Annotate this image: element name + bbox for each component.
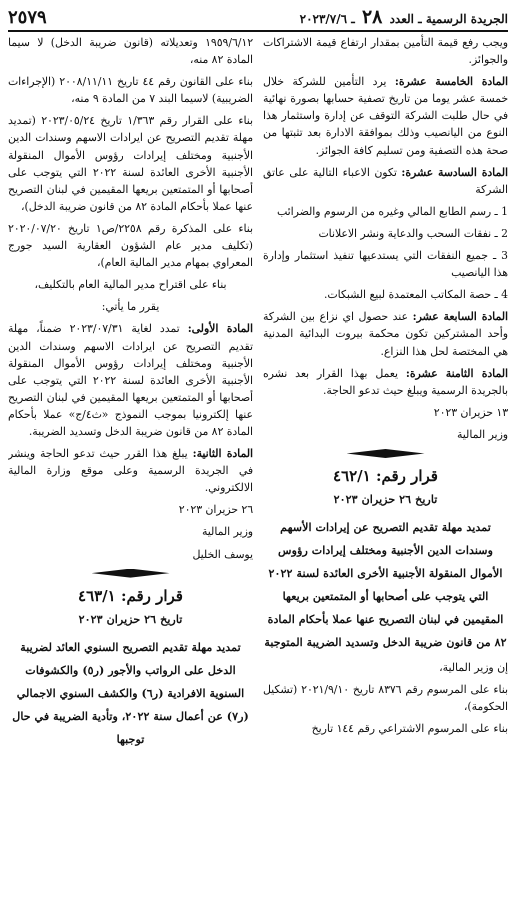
signature-role: وزير المالية [202, 525, 253, 539]
article-text: يرد التأمين للشركة خلال خمسة عشر يوما من تاريخ تصفية حسابها بصورة نهائية في حال طلبت الشركة التوقف عن إدارة واستثمار هذا النوع من اليانصيب وذلك بموافقة الادارة بعد تثبتها من صحة هذه التصفية ومن تسليم كافة الجوائز. [263, 75, 508, 157]
article-text: يبلغ هذا القرر حيث تدعو الحاجة وينشر في الجريدة الرسمية وعلى موقع وزارة المالية الالكتروني. [8, 447, 253, 495]
decision-title: قرار رقم: ٤٦٣/١ [78, 586, 183, 605]
paragraph: ١٩٥٩/٦/١٢ وتعديلاته (قانون ضريبة الدخل) لا سيما المادة ٨٢ منه، [8, 36, 253, 67]
decision-date: تاريخ ٢٦ حزيران ٢٠٢٣ [78, 611, 183, 626]
list-item: 1 ـ رسم الطابع المالي وغيره من الرسوم والضرائب [277, 204, 508, 218]
article-18 [263, 365, 508, 399]
paragraph: إن وزير المالية، [439, 661, 508, 675]
article-16 [263, 164, 508, 198]
issue-number: ٢٨ [361, 6, 383, 28]
paragraph: بناء على المذكرة رقم ٢٢٥٨/ص١ تاريخ ٢٠٢٠/٠٧/٢٠ (تكليف مدير عام الشؤون العقارية السيد جورج المعراوي بمهام مدير المالية العام)، [8, 221, 253, 270]
page-number: ٢٥٧٩ [8, 6, 47, 28]
signature-name: يوسف الخليل [192, 547, 253, 561]
article-text: عند حصول اي نزاع بين الشركة وأحد المشتركين تكون محكمة بيروت البدائية المدنية هي المختصة لحل هذا النزاع. [263, 310, 508, 358]
article-2 [8, 445, 253, 496]
signature-date: ١٣ حزيران ٢٠٢٣ [433, 405, 508, 419]
article-text: تكون الاعباء التالية على عاتق الشركة [263, 165, 508, 196]
article-heading: المادة الثانية: [192, 447, 253, 461]
list-item: 3 ـ جميع النفقات التي يستدعيها تنفيذ استثمار وإدارة هذا اليانصيب [263, 249, 508, 280]
article-text: تمدد لغاية ٢٠٢٣/٠٧/٣١ ضمناً، مهلة تقديم التصريح عن ايرادات الاسهم وسندات الدين الأجنبية ومختلف إيرادات رؤوس الأموال المنقولة الأجنبية الأخرى العائدة لسنة ٢٠٢٢ التي يتوجب على أصحابها أو المتمتعين بريعها المقيمين في لبنان التصريح عنها إلكترونيا بموجب النموذج «ث٤/ج» عملا بأحكام المادة ٨٢ من قانون ضريبة الدخل وتسديد الضريبة. [8, 322, 253, 438]
paragraph: بناء على المرسوم رقم ٨٣٧٦ تاريخ ٢٠٢١/٩/١٠ (تشكيل الحكومة)، [263, 683, 508, 714]
paragraph: بناء على المرسوم الاشتراعي رقم ١٤٤ تاريخ [311, 722, 508, 736]
section-separator [263, 449, 508, 458]
issue-date: ـ ٢٠٢٣/٧/٦ [299, 12, 355, 26]
decision-title: قرار رقم: ٤٦٢/١ [333, 466, 438, 485]
paragraph: بناء على اقتراح مدير المالية العام بالتكليف، [34, 278, 227, 292]
decision-subject: تمديد مهلة تقديم التصريح السنوي العائد لضريبة الدخل على الرواتب والأجور (ر٥) والكشوفات السنوية الافرادية (ر٦) والكشف السنوي الاجمالي (ر٧) عن أعمال سنة ٢٠٢٢، وتأدية الضريبة في حال توجبها [12, 639, 249, 746]
article-17 [263, 308, 508, 359]
signature-date: ٢٦ حزيران ٢٠٢٣ [178, 503, 253, 517]
paragraph: بناء على القرار رقم ١/٣٦٣ تاريخ ٢٠٢٣/٠٥/٢٤ (تمديد مهلة تقديم التصريح عن ايرادات الاسهم وسندات الدين الأجنبية ومختلف إيرادات رؤوس الأموال المنقولة الأجنبية الأخرى العائدة لسنة ٢٠٢٢ التي يتوجب على أصحابها أو المتمتعين بريعها المقيمين في لبنان التصريح عنها عملا بأحكام المادة ٨٢ من قانون ضريبة الدخل)، [8, 114, 253, 213]
article-1 [8, 320, 253, 440]
decides-line: يقرر ما يأتي: [101, 300, 160, 314]
section-separator [8, 569, 253, 578]
header-title-block [300, 6, 508, 28]
article-heading: المادة الخامسة عشرة: [394, 75, 508, 89]
article-heading: المادة الأولى: [187, 322, 253, 336]
signature-role: وزير المالية [457, 427, 508, 441]
article-text: يعمل بهذا القرار بعد نشره بالجريدة الرسمية ويبلغ حيث تدعو الحاجة. [263, 366, 508, 397]
article-heading: المادة الثامنة عشرة: [405, 366, 508, 380]
article-15 [263, 73, 508, 158]
paragraph: بناء على القانون رقم ٤٤ تاريخ ٢٠٠٨/١١/١١ (الإجراءات الضريبية) لاسيما البند ٧ من المادة ٩ منه، [8, 75, 253, 106]
right-column [263, 34, 508, 917]
list-item: 2 ـ نفقات السحب والدعاية ونشر الاعلانات [318, 226, 508, 240]
left-column [8, 34, 253, 917]
article-heading: المادة السادسة عشرة: [401, 165, 508, 179]
page-body [8, 34, 508, 917]
header-title: الجريدة الرسمية ـ العدد [389, 12, 508, 26]
decision-date: تاريخ ٢٦ حزيران ٢٠٢٣ [333, 492, 438, 507]
page-header [8, 4, 508, 32]
decision-subject: تمديد مهلة تقديم التصريح عن إيرادات الأسهم وسندات الدين الأجنبية ومختلف إيرادات رؤوس الأموال المنقولة الأجنبية الأخرى العائدة لسنة ٢٠٢٢ التي يتوجب على أصحابها أو المتمتعين بريعها المقيمين في لبنان التصريح عنها عملا بأحكام المادة ٨٢ من قانون ضريبة الدخل وتسديد الضريبة المتوجبة [264, 520, 507, 650]
article-heading: المادة السابعة عشر: [412, 310, 508, 324]
list-item: 4 ـ حصة المكاتب المعتمدة لبيع الشبكات. [324, 288, 508, 302]
paragraph: ويجب رفع قيمة التأمين بمقدار ارتفاع قيمة الاشتراكات والجوائز. [263, 36, 508, 67]
